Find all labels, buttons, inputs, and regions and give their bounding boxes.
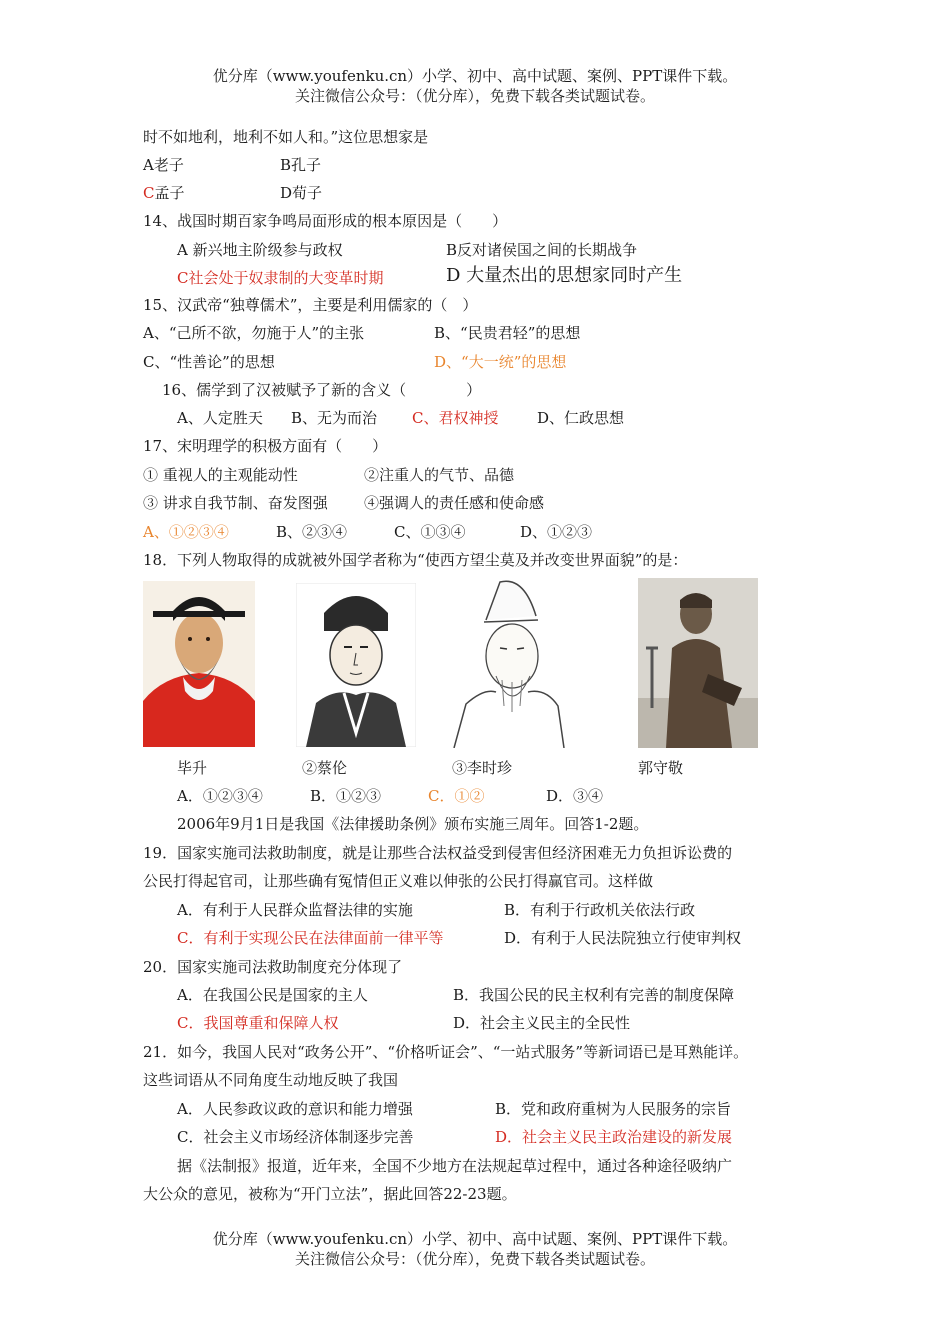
q18-option-d: D．③④ xyxy=(546,787,604,805)
header-line-1: 优分库（www.youfenku.cn）小学、初中、高中试题、案例、PPT课件下载。 xyxy=(212,67,738,85)
q14-option-a: A 新兴地主阶级参与政权 xyxy=(177,241,343,259)
q17-item-4: ④强调人的责任感和使命感 xyxy=(364,494,545,512)
q16-option-c: C、君权神授 xyxy=(412,409,499,427)
q17-option-c: C、①③④ xyxy=(394,523,466,541)
intro-22-23-line-1: 据《法制报》报道，近年来，全国不少地方在法规起草过程中，通过各种途径吸纳广 xyxy=(177,1157,733,1175)
q15-stem: 15、汉武帝“独尊儒术”，主要是利用儒家的（ ） xyxy=(143,296,478,314)
q13-option-c-letter: C xyxy=(143,184,155,202)
q18-caption-1: 毕升 xyxy=(177,759,208,777)
q19-option-a: A．有利于人民群众监督法律的实施 xyxy=(177,901,413,919)
intro-19-20: 2006年9月1日是我国《法律援助条例》颁布实施三周年。回答1-2题。 xyxy=(177,815,649,833)
portrait-guo-shoujing-image xyxy=(638,578,758,748)
q20-stem: 20．国家实施司法救助制度充分体现了 xyxy=(143,958,403,976)
q15-option-d: D、“大一统”的思想 xyxy=(434,353,567,371)
q18-option-c: C．①② xyxy=(428,787,485,805)
q18-stem: 18．下列人物取得的成就被外国学者称为“使西方望尘莫及并改变世界面貌”的是： xyxy=(143,551,688,569)
q18-caption-2: ②蔡伦 xyxy=(302,759,348,777)
q13-option-c-text: 孟子 xyxy=(154,184,185,202)
q16-option-a: A、人定胜天 xyxy=(177,409,263,427)
q17-option-d: D、①②③ xyxy=(520,523,593,541)
q17-option-b: B、②③④ xyxy=(276,523,348,541)
q18-option-b: B．①②③ xyxy=(310,787,382,805)
q19-option-d: D．有利于人民法院独立行使审判权 xyxy=(504,929,742,947)
q15-option-b: B、“民贵君轻”的思想 xyxy=(434,324,581,342)
portrait-li-shizhen-image xyxy=(450,576,568,748)
q20-option-a: A．在我国公民是国家的主人 xyxy=(177,986,368,1004)
portrait-cai-lun-image xyxy=(296,583,416,747)
q16-stem: 16、儒学到了汉被赋予了新的含义（ ） xyxy=(162,381,482,399)
q18-caption-3: ③李时珍 xyxy=(452,759,513,777)
q13-option-d: D荀子 xyxy=(280,184,323,202)
q14-option-b: B反对诸侯国之间的长期战争 xyxy=(446,241,638,259)
q20-option-c: C．我国尊重和保障人权 xyxy=(177,1014,339,1032)
q17-option-a: A、①②③④ xyxy=(143,523,229,541)
q21-stem-line-1: 21．如今，我国人民对“政务公开”、“价格听证会”、“一站式服务”等新词语已是耳熟能详。 xyxy=(143,1043,749,1061)
q16-option-d: D、仁政思想 xyxy=(537,409,625,427)
q13-option-a: A老子 xyxy=(143,156,184,174)
footer-line-2: 关注微信公众号：（优分库），免费下载各类试题试卷。 xyxy=(294,1250,655,1268)
q21-option-b: B．党和政府重树为人民服务的宗旨 xyxy=(495,1100,732,1118)
q17-item-2: ②注重人的气节、品德 xyxy=(364,466,515,484)
q17-stem: 17、宋明理学的积极方面有（ ） xyxy=(143,437,388,455)
q20-option-b: B．我国公民的民主权利有完善的制度保障 xyxy=(453,986,735,1004)
q21-option-d: D．社会主义民主政治建设的新发展 xyxy=(495,1128,733,1146)
intro-22-23-line-2: 大公众的意见，被称为“开门立法”，据此回答22-23题。 xyxy=(143,1185,517,1203)
q20-option-d: D．社会主义民主的全民性 xyxy=(453,1014,631,1032)
q14-option-d: D 大量杰出的思想家同时产生 xyxy=(446,265,683,286)
portrait-bi-sheng-image xyxy=(143,581,255,747)
q18-option-a: A．①②③④ xyxy=(177,787,263,805)
q21-option-a: A．人民参政议政的意识和能力增强 xyxy=(177,1100,413,1118)
header-line-2: 关注微信公众号：（优分库），免费下载各类试题试卷。 xyxy=(294,87,655,105)
q21-option-c: C．社会主义市场经济体制逐步完善 xyxy=(177,1128,414,1146)
q16-option-b: B、无为而治 xyxy=(291,409,378,427)
q15-option-c: C、“性善论”的思想 xyxy=(143,353,275,371)
q19-stem-line-2: 公民打得起官司，让那些确有冤情但正义难以伸张的公民打得赢官司。这样做 xyxy=(143,872,654,890)
q18-caption-4: 郭守敬 xyxy=(638,759,684,777)
footer-line-1: 优分库（www.youfenku.cn）小学、初中、高中试题、案例、PPT课件下载。 xyxy=(212,1230,738,1248)
q13-option-b: B孔子 xyxy=(280,156,322,174)
q17-item-3: ③ 讲求自我节制、奋发图强 xyxy=(143,494,328,512)
q13-option-c xyxy=(143,183,185,203)
q21-stem-line-2: 这些词语从不同角度生动地反映了我国 xyxy=(143,1071,399,1089)
q15-option-a: A、“己所不欲，勿施于人”的主张 xyxy=(143,324,365,342)
q19-option-b: B．有利于行政机关依法行政 xyxy=(504,901,696,919)
q19-stem-line-1: 19．国家实施司法救助制度，就是让那些合法权益受到侵害但经济困难无力负担诉讼费的 xyxy=(143,844,733,862)
q19-option-c: C．有利于实现公民在法律面前一律平等 xyxy=(177,929,444,947)
q13-stem: 时不如地利，地利不如人和。”这位思想家是 xyxy=(143,128,429,146)
q14-stem: 14、战国时期百家争鸣局面形成的根本原因是（ ） xyxy=(143,212,508,230)
q17-item-1: ① 重视人的主观能动性 xyxy=(143,466,298,484)
q14-option-c: C社会处于奴隶制的大变革时期 xyxy=(177,269,384,287)
